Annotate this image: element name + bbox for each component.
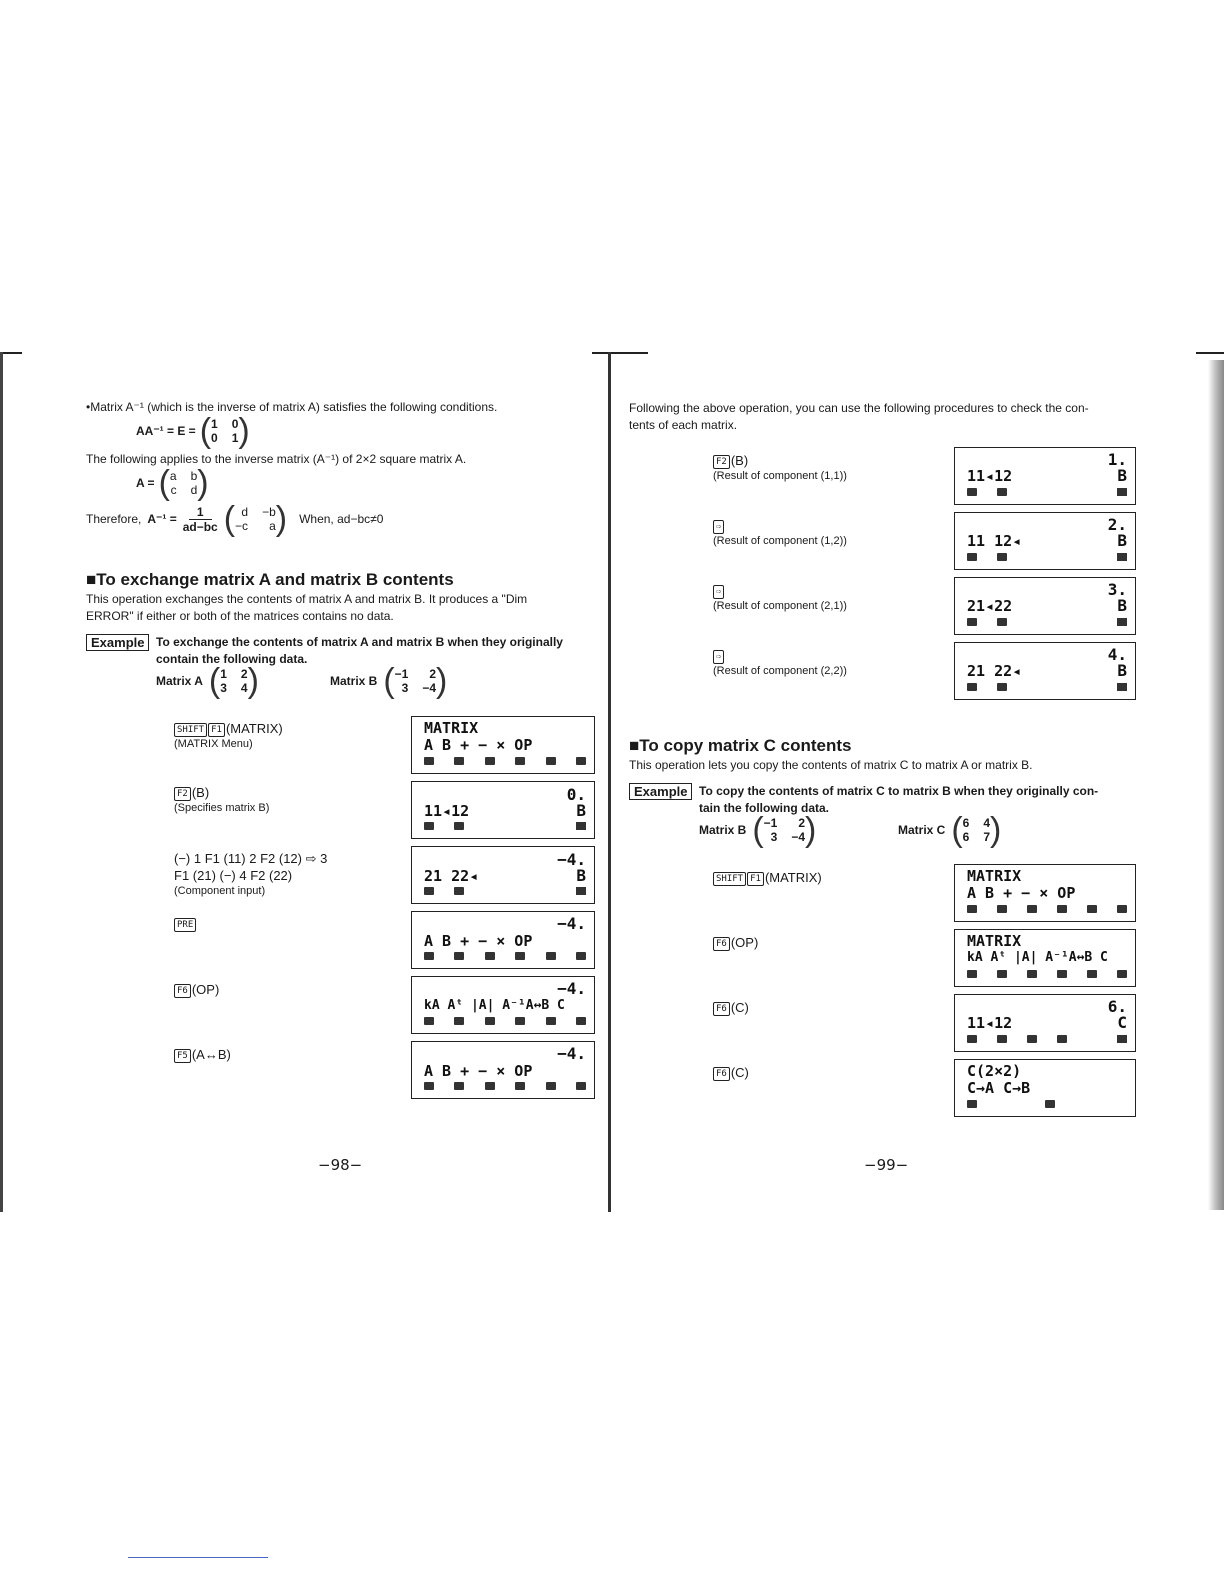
lcd-screen: 0. 11◂12 B — [411, 781, 595, 839]
section-desc-1: This operation exchanges the contents of matrix A and matrix B. It produces a "Dim — [86, 592, 528, 606]
step-note: (Specifies matrix B) — [174, 802, 270, 814]
lcd-screen: −4. kA Aᵗ |A| A⁻¹A↔B C — [411, 976, 595, 1034]
step-swap: F5 (A↔B) — [174, 1046, 231, 1063]
right-intro-2: tents of each matrix. — [629, 418, 738, 432]
lcd-screen: MATRIX A B + − × OP — [954, 864, 1136, 922]
check-step: ⇨ — [713, 647, 725, 664]
check-step-note: (Result of component (1,2)) — [713, 535, 847, 547]
lcd-screen: 2. 11 12◂ B — [954, 512, 1136, 570]
example-text-2: contain the following data. — [156, 652, 308, 666]
section-desc-2: ERROR" if either or both of the matrices contains no data. — [86, 609, 394, 623]
step-pre: PRE — [174, 915, 197, 932]
step-component-input-2: F1 (21) (−) 4 F2 (22) — [174, 868, 293, 883]
check-step-note: (Result of component (2,2)) — [713, 665, 847, 677]
identity-matrix: ( 1 0 0 1 ) — [199, 412, 250, 450]
lcd-screen: −4. 21 22◂ B — [411, 846, 595, 904]
lcd-screen: MATRIX A B + − × OP — [411, 716, 595, 774]
page-edge — [0, 352, 3, 1212]
intro-line-1: •Matrix A⁻¹ (which is the inverse of matrix A) satisfies the following conditions. — [86, 400, 498, 414]
copy-example-text-1: To copy the contents of matrix C to matrix B when they originally con- — [699, 784, 1099, 798]
identity-lhs: AA⁻¹ = E = — [136, 424, 196, 438]
copy-example-text-2: tain the following data. — [699, 801, 829, 815]
copy-step-op: F6 (OP) — [713, 934, 758, 951]
lcd-screen: −4. A B + − × OP — [411, 911, 595, 969]
copy-matrix-c: Matrix C ( 6 4 6 7 ) — [898, 811, 1002, 849]
example-text-1: To exchange the contents of matrix A and matrix B when they originally — [156, 635, 563, 649]
step-matrix-menu: SHIFT F1 (MATRIX) — [174, 720, 283, 737]
example-matrix-a: Matrix A ( 1 2 3 4 ) — [156, 662, 259, 700]
crop-mark — [0, 352, 22, 354]
right-intro-1: Following the above operation, you can use the following procedures to check the con- — [629, 401, 1089, 415]
lcd-screen: C(2×2) C→A C→B — [954, 1059, 1136, 1117]
copy-desc: This operation lets you copy the contents of matrix C to matrix A or matrix B. — [629, 758, 1033, 772]
lcd-screen: 4. 21 22◂ B — [954, 642, 1136, 700]
matrix-a-definition: A = ( a b c d ) — [136, 464, 209, 502]
identity-equation — [136, 414, 250, 448]
page-number-right: −99− — [864, 1156, 909, 1174]
check-step-note: (Result of component (1,1)) — [713, 470, 847, 482]
page-number-left: −98− — [318, 1156, 363, 1174]
lcd-screen: MATRIX kA Aᵗ |A| A⁻¹A↔B C — [954, 929, 1136, 987]
section-title-exchange: ■To exchange matrix A and matrix B contents — [86, 570, 454, 589]
crop-mark — [1196, 352, 1224, 354]
check-step-note: (Result of component (2,1)) — [713, 600, 847, 612]
lcd-screen: 3. 21◂22 B — [954, 577, 1136, 635]
lcd-screen: 1. 11◂12 B — [954, 447, 1136, 505]
example-label: Example — [86, 634, 149, 652]
step-note: (Component input) — [174, 885, 266, 897]
example-label: Example — [629, 783, 692, 801]
section-title-copy: ■To copy matrix C contents — [629, 736, 852, 755]
intro-line-2: The following applies to the inverse matrix (A⁻¹) of 2×2 square matrix A. — [86, 452, 467, 466]
copy-matrix-b: Matrix B ( −1 2 3 −4 ) — [699, 811, 817, 849]
step-component-input-1: (−) 1 F1 (11) 2 F2 (12) ⇨ 3 — [174, 851, 328, 866]
check-step: ⇨ — [713, 582, 725, 599]
copy-step-c2: F6 (C) — [713, 1064, 749, 1081]
copy-step-c: F6 (C) — [713, 999, 749, 1016]
lcd-screen: −4. A B + − × OP — [411, 1041, 595, 1099]
crop-mark — [592, 352, 648, 354]
check-step: F2 (B) — [713, 452, 748, 469]
inverse-formula: Therefore, A⁻¹ = $\frac{1}{ad-bc}$ ( d −b −c a ) When, ad−bc≠0 — [86, 500, 384, 538]
step-op: F6 (OP) — [174, 981, 219, 998]
page-edge — [1208, 360, 1224, 1210]
lcd-screen: 6. 11◂12 C — [954, 994, 1136, 1052]
step-note: (MATRIX Menu) — [174, 738, 253, 750]
example-matrix-b: Matrix B ( −1 2 3 −4 ) — [330, 662, 448, 700]
check-step: ⇨ — [713, 517, 725, 534]
step-specify-b: F2 (B) — [174, 784, 209, 801]
binding-line — [608, 352, 611, 1212]
copy-step-matrix: SHIFT F1 (MATRIX) — [713, 869, 822, 886]
footnote-rule — [128, 1557, 268, 1558]
